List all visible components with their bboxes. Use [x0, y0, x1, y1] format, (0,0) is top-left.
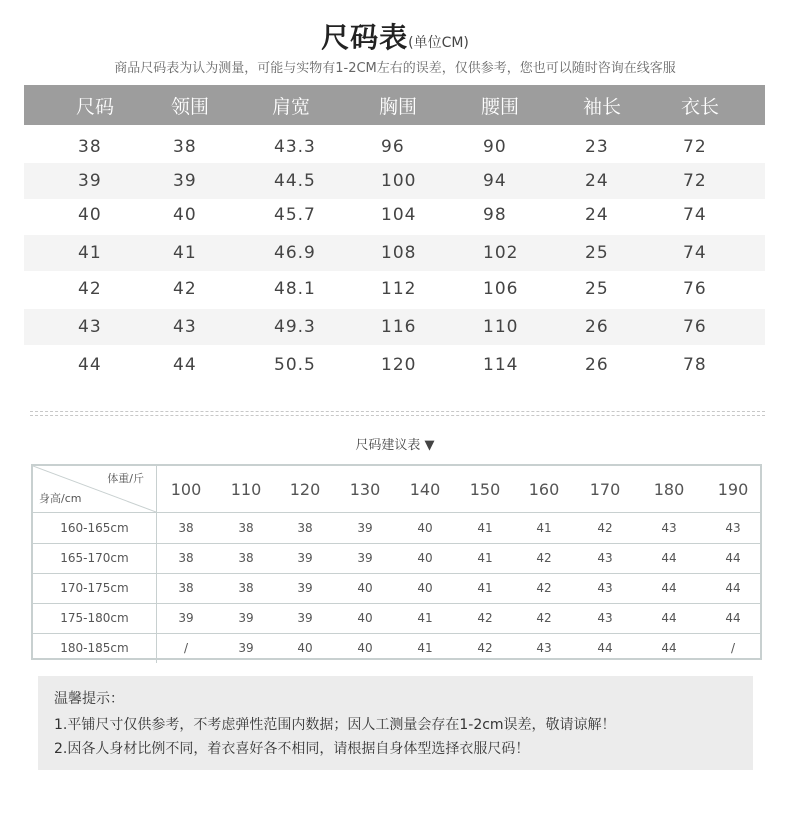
- size-cell: 42: [173, 279, 197, 299]
- size-suggestion-cell: 42: [477, 611, 493, 625]
- size-cell: 24: [585, 205, 609, 225]
- size-cell: 44.5: [274, 171, 316, 191]
- size-cell: 39: [78, 171, 102, 191]
- size-cell: 43.3: [274, 137, 316, 157]
- tips-heading: 温馨提示：: [54, 691, 124, 707]
- size-suggestion-cell: 38: [178, 581, 194, 595]
- size-row: [24, 235, 765, 271]
- size-cell: 120: [381, 355, 417, 375]
- size-cell: 38: [78, 137, 102, 157]
- size-suggestion-cell: 40: [357, 581, 373, 595]
- size-suggestion-cell: 44: [725, 581, 741, 595]
- corner-weight-label: 体重/斤: [107, 472, 144, 485]
- size-cell: 49.3: [274, 317, 316, 337]
- size-suggestion-cell: 38: [238, 581, 254, 595]
- size-header-cell: 领围: [171, 95, 210, 118]
- size-cell: 98: [483, 205, 507, 225]
- size-suggestion-cell: 39: [297, 581, 313, 595]
- height-cell: 175-180cm: [33, 603, 157, 633]
- size-cell: 41: [78, 243, 102, 263]
- size-row: [24, 129, 765, 165]
- size-cell: 24: [585, 171, 609, 191]
- size-suggestion-cell: 40: [297, 641, 313, 655]
- page-title: 尺码表: [321, 21, 409, 54]
- size-cell: 110: [483, 317, 519, 337]
- size-cell: 114: [483, 355, 519, 375]
- size-suggestion-cell: 42: [536, 581, 552, 595]
- size-cell: 25: [585, 243, 609, 263]
- size-cell: 48.1: [274, 279, 316, 299]
- title-row: [0, 16, 790, 56]
- size-suggestion-cell: /: [183, 641, 189, 655]
- size-table-header: [24, 85, 765, 125]
- size-suggestion-cell: 38: [178, 521, 194, 535]
- size-suggestion-cell: 42: [597, 521, 613, 535]
- size-cell: 100: [381, 171, 417, 191]
- size-cell: 44: [78, 355, 102, 375]
- size-suggestion-cell: 43: [597, 551, 613, 565]
- size-suggestion-cell: 41: [477, 521, 493, 535]
- size-cell: 94: [483, 171, 507, 191]
- height-cell: 170-175cm: [33, 573, 157, 603]
- size-cell: 43: [173, 317, 197, 337]
- size-row: [24, 347, 765, 383]
- recommend-table: [31, 464, 762, 660]
- size-cell: 106: [483, 279, 519, 299]
- tips-line-2: 2.因各人身材比例不同，着衣喜好各不相同，请根据自身体型选择衣服尺码！: [54, 741, 530, 757]
- size-suggestion-cell: 41: [536, 521, 552, 535]
- size-cell: 116: [381, 317, 417, 337]
- size-cell: 72: [683, 171, 707, 191]
- weight-header-cell: 190: [717, 480, 749, 499]
- size-cell: 25: [585, 279, 609, 299]
- size-cell: 78: [683, 355, 707, 375]
- height-cell: 165-170cm: [33, 543, 157, 573]
- size-suggestion-cell: 39: [178, 611, 194, 625]
- recommend-row: [33, 513, 760, 544]
- size-suggestion-cell: 40: [357, 611, 373, 625]
- recommend-row: [33, 543, 760, 574]
- recommend-header: [33, 466, 760, 513]
- size-suggestion-cell: 39: [357, 551, 373, 565]
- size-header-cell: 胸围: [379, 95, 418, 118]
- size-suggestion-cell: 40: [417, 551, 433, 565]
- size-cell: 76: [683, 317, 707, 337]
- recommend-row: [33, 573, 760, 604]
- size-suggestion-cell: 39: [238, 641, 254, 655]
- size-suggestion-cell: 41: [477, 551, 493, 565]
- weight-header-cell: 120: [289, 480, 321, 499]
- corner-cell: [33, 466, 157, 512]
- size-cell: 38: [173, 137, 197, 157]
- weight-header-cell: 160: [528, 480, 560, 499]
- size-suggestion-cell: 39: [357, 521, 373, 535]
- size-header-cell: 腰围: [481, 95, 520, 118]
- weight-header-cell: 140: [409, 480, 441, 499]
- size-suggestion-cell: 44: [661, 641, 677, 655]
- size-cell: 96: [381, 137, 405, 157]
- size-suggestion-cell: 42: [536, 611, 552, 625]
- size-suggestion-cell: 40: [357, 641, 373, 655]
- weight-header-cell: 170: [589, 480, 621, 499]
- weight-header-cell: 150: [469, 480, 501, 499]
- size-cell: 45.7: [274, 205, 316, 225]
- recommend-row: [33, 633, 760, 663]
- size-cell: 42: [78, 279, 102, 299]
- size-row: [24, 309, 765, 345]
- size-suggestion-cell: 38: [238, 551, 254, 565]
- size-cell: 112: [381, 279, 417, 299]
- weight-header-cell: 100: [170, 480, 202, 499]
- unit-label: (单位CM): [408, 35, 469, 51]
- weight-header-cell: 110: [230, 480, 262, 499]
- size-header-cell: 尺码: [76, 95, 115, 118]
- size-suggestion-cell: 41: [417, 641, 433, 655]
- size-suggestion-cell: 42: [477, 641, 493, 655]
- recommend-row: [33, 603, 760, 634]
- size-cell: 41: [173, 243, 197, 263]
- size-suggestion-cell: 44: [725, 551, 741, 565]
- size-cell: 74: [683, 243, 707, 263]
- recommend-title: 尺码建议表 ▼: [355, 438, 435, 453]
- size-header-cell: 袖长: [583, 95, 622, 118]
- size-cell: 26: [585, 317, 609, 337]
- size-cell: 43: [78, 317, 102, 337]
- size-cell: 104: [381, 205, 417, 225]
- size-suggestion-cell: 43: [597, 581, 613, 595]
- size-header-cell: 衣长: [681, 95, 720, 118]
- size-suggestion-cell: 40: [417, 521, 433, 535]
- dotted-divider: [30, 411, 765, 416]
- size-cell: 26: [585, 355, 609, 375]
- size-suggestion-cell: 44: [661, 611, 677, 625]
- size-suggestion-cell: 44: [661, 551, 677, 565]
- size-suggestion-cell: 43: [597, 611, 613, 625]
- size-header-cell: 肩宽: [272, 95, 311, 118]
- size-cell: 102: [483, 243, 519, 263]
- size-suggestion-cell: 39: [297, 551, 313, 565]
- size-cell: 40: [173, 205, 197, 225]
- weight-header-cell: 130: [349, 480, 381, 499]
- weight-header-cell: 180: [653, 480, 685, 499]
- size-cell: 23: [585, 137, 609, 157]
- size-suggestion-cell: 44: [597, 641, 613, 655]
- height-cell: 180-185cm: [33, 633, 157, 663]
- size-cell: 46.9: [274, 243, 316, 263]
- size-cell: 74: [683, 205, 707, 225]
- size-suggestion-cell: 40: [417, 581, 433, 595]
- size-row: [24, 197, 765, 233]
- size-cell: 39: [173, 171, 197, 191]
- size-suggestion-cell: 39: [238, 611, 254, 625]
- size-cell: 90: [483, 137, 507, 157]
- size-suggestion-cell: 41: [477, 581, 493, 595]
- size-suggestion-cell: 43: [661, 521, 677, 535]
- size-suggestion-cell: 43: [725, 521, 741, 535]
- corner-height-label: 身高/cm: [39, 492, 82, 505]
- height-cell: 160-165cm: [33, 513, 157, 543]
- size-row: [24, 271, 765, 307]
- size-cell: 40: [78, 205, 102, 225]
- size-suggestion-cell: 42: [536, 551, 552, 565]
- tips-box: [38, 676, 753, 770]
- size-cell: 44: [173, 355, 197, 375]
- size-cell: 50.5: [274, 355, 316, 375]
- size-suggestion-cell: 44: [725, 611, 741, 625]
- size-cell: 76: [683, 279, 707, 299]
- size-suggestion-cell: 39: [297, 611, 313, 625]
- size-suggestion-cell: 38: [178, 551, 194, 565]
- size-row: [24, 163, 765, 199]
- size-cell: 72: [683, 137, 707, 157]
- size-cell: 108: [381, 243, 417, 263]
- size-suggestion-cell: 38: [238, 521, 254, 535]
- size-suggestion-cell: 44: [661, 581, 677, 595]
- size-suggestion-cell: /: [730, 641, 736, 655]
- tips-line-1: 1.平铺尺寸仅供参考，不考虑弹性范围内数据；因人工测量会存在1-2cm误差，敬请谅解！: [54, 717, 616, 733]
- subtitle: 商品尺码表为认为测量，可能与实物有1-2CM左右的误差，仅供参考，您也可以随时咨询在线客服: [114, 61, 676, 76]
- size-suggestion-cell: 43: [536, 641, 552, 655]
- size-suggestion-cell: 38: [297, 521, 313, 535]
- size-suggestion-cell: 41: [417, 611, 433, 625]
